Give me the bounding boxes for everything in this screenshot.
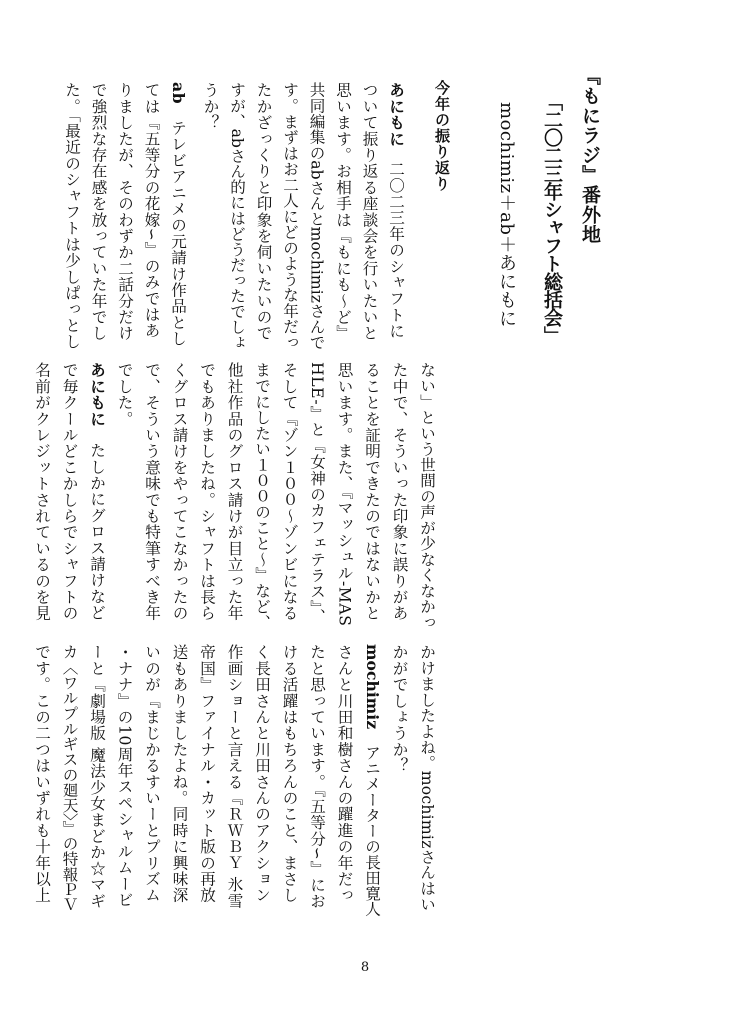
text-line: りましたが、そのわずか二話分だけ <box>116 82 134 342</box>
article-title-line-2: 「二〇二三年シャフト総括会」 <box>541 92 563 344</box>
text-line: です。この二つはいずれも十年以上 <box>33 644 51 904</box>
text-line: ついて振り返る座談会を行いたいと <box>360 82 379 342</box>
text-line: くグロス請けをやってこなかったの <box>170 362 189 622</box>
text-line: さんと川田和樹さんの躍進の年だっ <box>335 644 354 904</box>
text-line: かがでしょうか？ <box>390 644 409 774</box>
text-line: 思います。お相手は『もにも〜ど』 <box>334 82 352 342</box>
text-line: うか？ <box>201 82 220 131</box>
speaker-label-animoni: あにもに <box>88 362 107 427</box>
text-line: HLE-』と『女神のカフェテラス』、 <box>308 362 326 625</box>
text-line: 帝国』ファイナル・カット版の再放 <box>198 644 216 904</box>
article-title-line-1: 『もにラジ』番外地 <box>579 66 601 245</box>
text-line: かけましたよね。mochimizさんはい <box>418 644 436 912</box>
text-line: そして『ゾン１００〜ゾンビになる <box>280 362 299 622</box>
page-number: 8 <box>360 960 370 975</box>
text-line: ることを証明できたのではないかと <box>363 362 381 622</box>
text-line: カ〈ワルプルギスの廻天〉』の特報ＰＶ <box>60 644 79 912</box>
text-line: た。「最近のシャフトは少しぱっとし <box>63 82 81 350</box>
text-line: で毎クールどこかしらでシャフトの <box>60 362 79 622</box>
text-line: で強烈な存在感を放っていた年でし <box>89 82 108 342</box>
speaker-label-animoni: あにもに <box>387 82 406 147</box>
text-line: たと思っています。『五等分∽』にお <box>308 644 326 910</box>
text-line: ・ナナ』の10周年スペシャルムービ <box>115 644 134 909</box>
text-line: 名前がクレジットされているのを見 <box>33 362 51 622</box>
text-line: た中で、そういった印象に誤りがあ <box>390 362 409 622</box>
text-line: abテレビアニメの元請け作品とし <box>169 82 188 347</box>
text-line: すが、abさん的にはどうだったでしょ <box>228 82 246 350</box>
text-line: ーと『劇場版 魔法少女まどか☆マギ <box>88 644 106 909</box>
text-line: でもありましたね。シャフトは長ら <box>198 362 216 622</box>
text-line: mochimizアニメーターの長田寛人 <box>363 644 382 917</box>
text-line: す。まずはお二人にどのような年だっ <box>281 82 299 350</box>
text-line: 思います。また、『マッシュル-MAS <box>335 362 354 627</box>
text-line: で、そういう意味でも特筆すべき年 <box>143 362 161 622</box>
speaker-label-ab: ab <box>169 82 188 105</box>
text-line: ける活躍はもちろんのこと、まさし <box>280 644 299 904</box>
text-line: 共同編集のabさんとmochimizさんで <box>307 82 326 350</box>
text-line: でした。 <box>115 362 134 427</box>
text-line: たかざっくりと印象を伺いたいので <box>254 82 273 342</box>
text-line: 他社作品のグロス請けが目立った年 <box>225 362 244 622</box>
authors-byline: mochimiz＋ab＋あにもに <box>496 102 517 328</box>
section-heading: 今年の振り返り <box>433 80 451 192</box>
text-line: あにもにたしかにグロス請けなど <box>88 362 107 621</box>
text-line: ない」という世間の声が少なくなかっ <box>418 362 436 630</box>
text-line: いのが『まじかるすいーとプリズム <box>143 644 161 904</box>
text-line: ては『五等分の花嫁∽』のみではあ <box>142 82 161 339</box>
text-line: までにしたい１００のこと〜』など、 <box>253 362 271 630</box>
text-line: く長田さんと川田さんのアクション <box>253 644 271 904</box>
speaker-label-mochimiz: mochimiz <box>363 644 382 730</box>
text-line: 送もありましたよね。同時に興味深 <box>170 644 189 904</box>
text-line: あにもに二〇二三年のシャフトに <box>387 82 406 340</box>
text-line: 作画ショーと言える『ＲＷＢＹ 氷雪 <box>225 644 244 909</box>
